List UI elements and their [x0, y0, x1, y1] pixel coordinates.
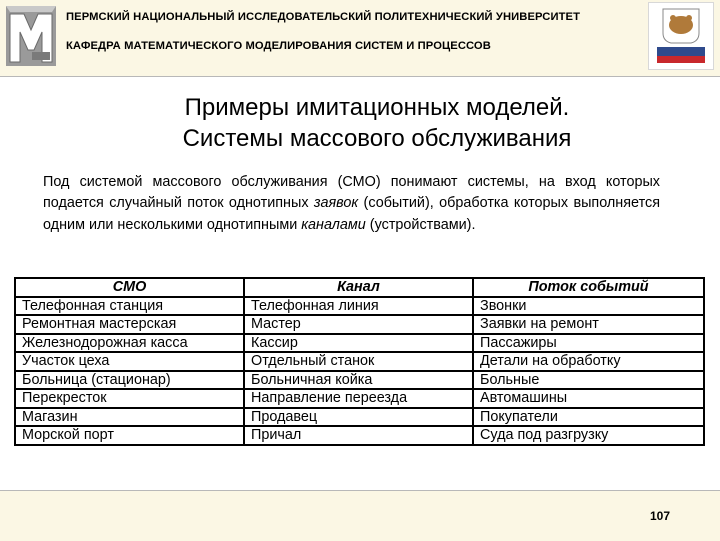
- table-cell: Пассажиры: [473, 334, 704, 353]
- table-cell: Перекресток: [15, 389, 244, 408]
- department-name: КАФЕДРА МАТЕМАТИЧЕСКОГО МОДЕЛИРОВАНИЯ СИСТЕМ И ПРОЦЕССОВ: [66, 40, 491, 52]
- table-cell: Причал: [244, 426, 473, 445]
- table-cell: Магазин: [15, 408, 244, 427]
- table-cell: Автомашины: [473, 389, 704, 408]
- table-cell: Телефонная линия: [244, 297, 473, 316]
- table-cell: Продавец: [244, 408, 473, 427]
- table-row: [15, 297, 704, 316]
- column-header-channel: Канал: [244, 278, 473, 297]
- pnipu-bear-icon: [649, 3, 713, 69]
- para-text-3: (устройствами).: [365, 216, 476, 233]
- smo-table-wrapper: [14, 277, 703, 467]
- column-header-smo: СМО: [15, 278, 244, 297]
- table-header-row: [15, 278, 704, 297]
- table-cell: Телефонная станция: [15, 297, 244, 316]
- university-logo-icon: [4, 2, 58, 70]
- table-row: [15, 315, 704, 334]
- para-text-1: Под системой массового обслуживания (СМО) понимают системы, на вход которых подается случайный поток однотипных: [43, 174, 660, 212]
- university-name: ПЕРМСКИЙ НАЦИОНАЛЬНЫЙ ИССЛЕДОВАТЕЛЬСКИЙ ПОЛИТЕХНИЧЕСКИЙ УНИВЕРСИТЕТ: [66, 11, 581, 23]
- table-cell: Участок цеха: [15, 352, 244, 371]
- definition-paragraph: [43, 172, 660, 236]
- table-cell: Больница (стационар): [15, 371, 244, 390]
- para-term-channels: каналами: [301, 216, 366, 233]
- para-term-requests: заявок: [313, 195, 359, 212]
- table-cell: Ремонтная мастерская: [15, 315, 244, 334]
- header-band: [0, 0, 720, 77]
- footer-band: [0, 490, 720, 541]
- para-text-2: (событий), обработка которых выполняется одним или несколькими однотипными: [43, 195, 660, 233]
- column-header-event-flow: Поток событий: [473, 278, 704, 297]
- table-cell: Морской порт: [15, 426, 244, 445]
- table-cell: Кассир: [244, 334, 473, 353]
- table-row: [15, 371, 704, 390]
- table-row: [15, 408, 704, 427]
- table-row: [15, 334, 704, 353]
- table-row: [15, 426, 704, 445]
- table-cell: Отдельный станок: [244, 352, 473, 371]
- table-cell: Покупатели: [473, 408, 704, 427]
- page-number: 107: [650, 509, 671, 523]
- table-cell: Детали на обработку: [473, 352, 704, 371]
- table-cell: Больничная койка: [244, 371, 473, 390]
- table-cell: Направление переезда: [244, 389, 473, 408]
- table-cell: Железнодорожная касса: [15, 334, 244, 353]
- table-cell: Звонки: [473, 297, 704, 316]
- smo-examples-table: [14, 277, 705, 446]
- slide-title: [0, 92, 720, 154]
- table-cell: Больные: [473, 371, 704, 390]
- table-row: [15, 352, 704, 371]
- table-cell: Суда под разгрузку: [473, 426, 704, 445]
- table-row: [15, 389, 704, 408]
- title-line-2: Системы массового обслуживания: [182, 125, 572, 152]
- table-cell: Заявки на ремонт: [473, 315, 704, 334]
- table-cell: Мастер: [244, 315, 473, 334]
- pnipu-logo: [648, 2, 714, 70]
- title-line-1: Примеры имитационных моделей.: [184, 94, 570, 121]
